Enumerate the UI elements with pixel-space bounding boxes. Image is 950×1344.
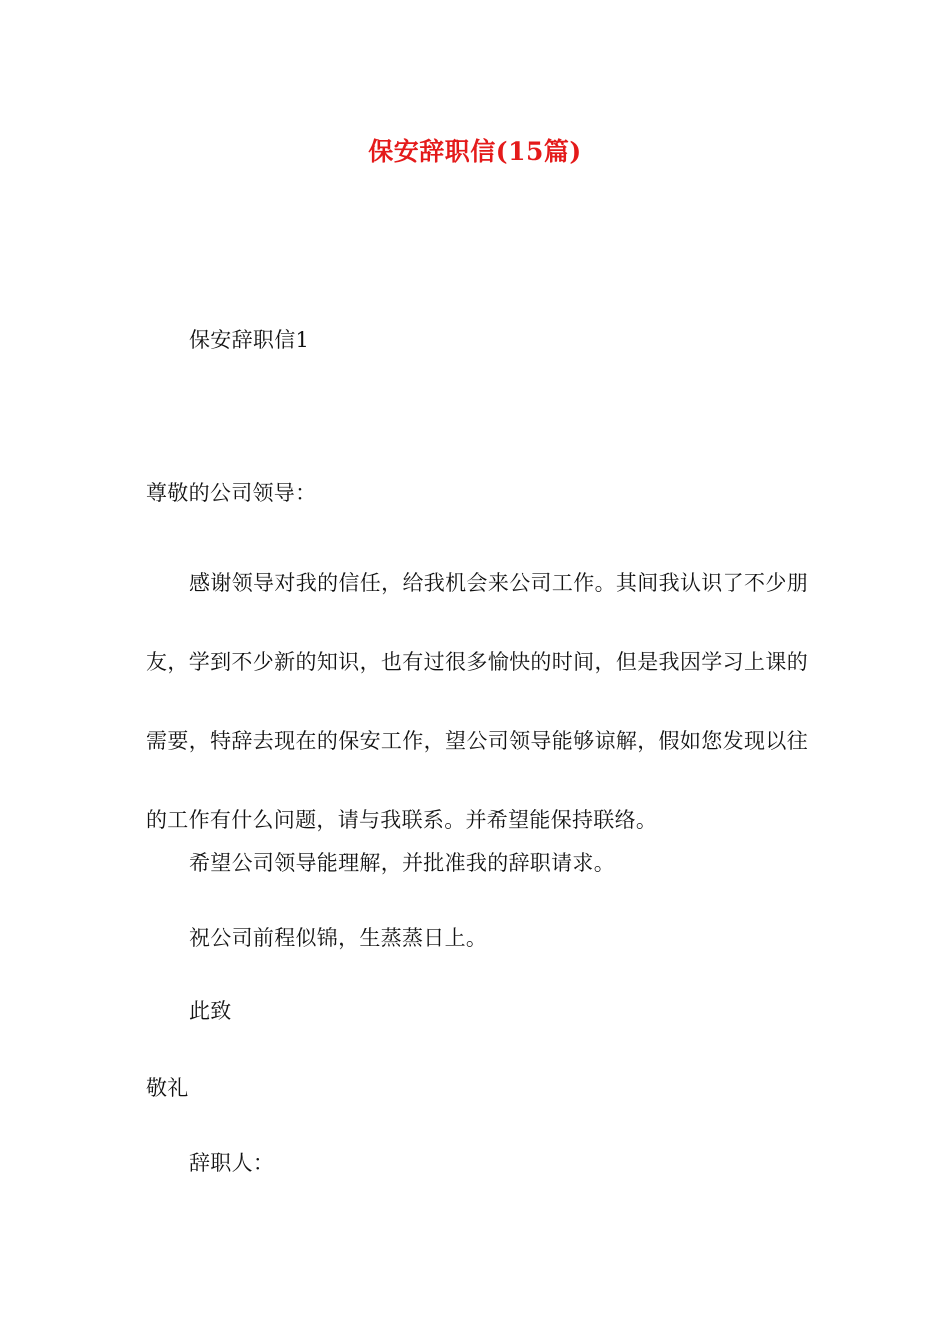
- signature-label: 辞职人：: [189, 1151, 275, 1175]
- body-paragraph-2: 希望公司领导能理解，并批准我的辞职请求。: [189, 851, 615, 875]
- closing-salutation: 此致: [189, 999, 232, 1023]
- body-paragraph-1: 感谢领导对我的信任，给我机会来公司工作。其间我认识了不少朋友，学到不少新的知识，也有过很多愉快的时间，但是我因学习上课的需要，特辞去现在的保安工作，望公司领导能够谅解，假如您发现以往的工作有什么问题，请与我联系。并希望能保持联络。: [146, 571, 808, 832]
- salutation: 尊敬的公司领导：: [146, 481, 317, 505]
- body-paragraph-3: 祝公司前程似锦，生蒸蒸日上。: [189, 926, 488, 950]
- document-title: 保安辞职信(15篇): [368, 137, 582, 166]
- closing-regards: 敬礼: [146, 1076, 189, 1100]
- section-heading: 保安辞职信1: [189, 328, 310, 352]
